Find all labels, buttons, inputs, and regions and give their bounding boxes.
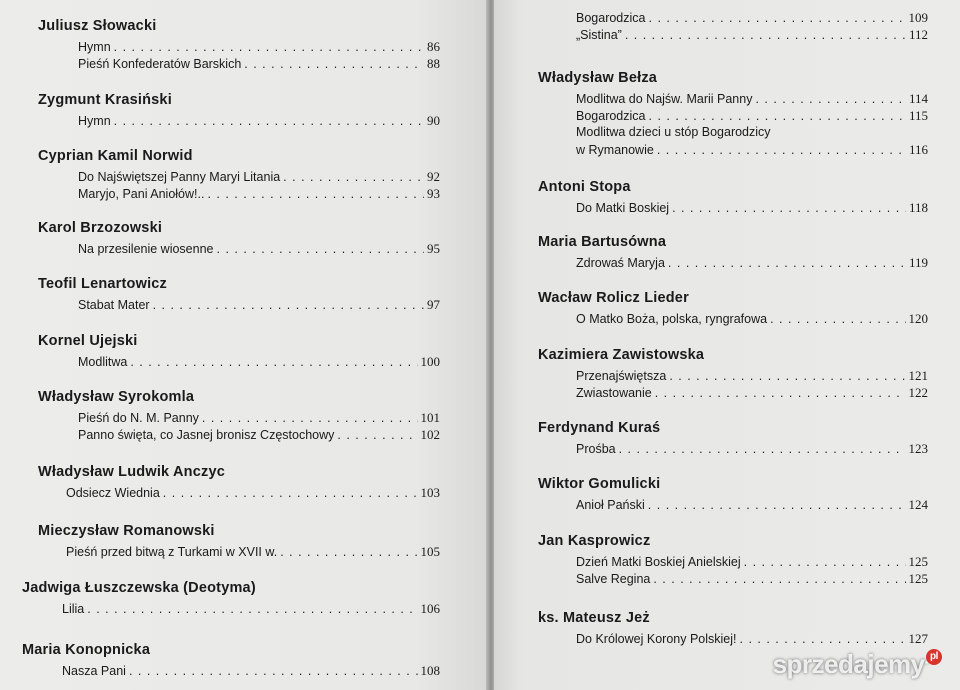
page-number: 88 — [427, 56, 440, 71]
work-title: Maryjo, Pani Aniołów!.. — [78, 187, 205, 201]
page-number: 100 — [420, 354, 440, 369]
author-name: Zygmunt Krasiński — [38, 92, 172, 108]
work-title: Hymn — [78, 40, 111, 54]
work-title: Pieśń Konfederatów Barskich — [78, 57, 242, 71]
dot-leader — [114, 114, 424, 128]
author-name: Władysław Bełza — [538, 70, 658, 86]
page-number: 123 — [908, 441, 928, 456]
work-row — [78, 410, 440, 426]
work-row — [78, 169, 440, 185]
dot-leader — [280, 545, 417, 559]
page-number: 121 — [908, 368, 928, 383]
dot-leader — [87, 602, 417, 616]
work-row — [66, 544, 440, 560]
work-title: O Matko Boża, polska, ryngrafowa — [576, 312, 768, 326]
dot-leader — [669, 369, 905, 383]
dot-leader — [672, 201, 906, 215]
author-name: Kazimiera Zawistowska — [538, 347, 705, 363]
dot-leader — [649, 109, 906, 123]
work-row — [576, 125, 928, 139]
author-name: Mieczysław Romanowski — [38, 523, 215, 539]
work-row — [78, 39, 440, 55]
work-title: „Sistina” — [576, 28, 622, 42]
work-title: Anioł Pański — [576, 498, 645, 512]
author-name: Maria Konopnicka — [22, 642, 151, 658]
dot-leader — [217, 242, 425, 256]
author-name: Władysław Ludwik Anczyc — [38, 464, 225, 480]
work-row — [78, 113, 440, 129]
work-title: Nasza Pani — [62, 664, 126, 678]
work-row — [576, 631, 928, 647]
author-name: Cyprian Kamil Norwid — [38, 148, 193, 164]
author-name: Kornel Ujejski — [38, 333, 138, 349]
author-name: Wiktor Gomulicki — [538, 476, 661, 492]
work-title: Na przesilenie wiosenne — [78, 242, 214, 256]
page-number: 109 — [908, 10, 928, 25]
dot-leader — [337, 428, 417, 442]
page-number: 108 — [420, 663, 440, 678]
page-number: 101 — [420, 410, 440, 425]
work-title: Prośba — [576, 442, 616, 456]
author-name: Karol Brzozowski — [38, 220, 163, 236]
page-number: 93 — [427, 186, 440, 201]
work-title: Salve Regina — [576, 572, 651, 586]
dot-leader — [129, 664, 418, 678]
work-title: Odsiecz Wiednia — [66, 486, 160, 500]
work-title: Pieśń przed bitwą z Turkami w XVII w. — [66, 545, 278, 559]
dot-leader — [668, 256, 906, 270]
dot-leader — [740, 632, 906, 646]
work-title: Hymn — [78, 114, 111, 128]
dot-leader — [648, 498, 906, 512]
work-row — [576, 142, 928, 158]
dot-leader — [130, 355, 417, 369]
work-title: Bogarodzica — [576, 11, 646, 25]
work-row — [78, 56, 440, 72]
page-number: 127 — [908, 631, 928, 646]
page-number: 106 — [420, 601, 440, 616]
work-row — [78, 354, 440, 370]
work-row — [576, 497, 928, 513]
work-row — [576, 10, 928, 26]
work-title: Bogarodzica — [576, 109, 646, 123]
work-row — [78, 186, 440, 202]
work-title: Dzień Matki Boskiej Anielskiej — [576, 555, 741, 569]
dot-leader — [744, 555, 906, 569]
dot-leader — [653, 572, 905, 586]
work-row — [576, 200, 928, 216]
work-row — [576, 91, 928, 107]
work-title: Modlitwa — [78, 355, 128, 369]
watermark-badge: pl — [926, 649, 942, 665]
work-row — [78, 241, 440, 257]
author-name: Juliusz Słowacki — [38, 18, 157, 34]
page-number: 95 — [427, 241, 440, 256]
work-row — [576, 368, 928, 384]
work-row — [576, 441, 928, 457]
dot-leader — [244, 57, 424, 71]
work-row — [576, 554, 928, 570]
work-title: Do Najświętszej Panny Maryi Litania — [78, 170, 281, 184]
page-number: 103 — [420, 485, 440, 500]
dot-leader — [619, 442, 906, 456]
author-name: Władysław Syrokomla — [38, 389, 195, 405]
work-title: Przenajświętsza — [576, 369, 667, 383]
dot-leader — [649, 11, 906, 25]
work-title: Lilia — [62, 602, 85, 616]
work-row — [576, 311, 928, 327]
page-number: 122 — [908, 385, 928, 400]
page-number: 119 — [908, 255, 928, 270]
author-name: Teofil Lenartowicz — [38, 276, 168, 292]
page-number: 120 — [908, 311, 928, 326]
page-number: 124 — [908, 497, 928, 512]
author-name: ks. Mateusz Jeż — [538, 610, 650, 626]
work-title: Do Matki Boskiej — [576, 201, 670, 215]
author-name: Antoni Stopa — [538, 179, 631, 195]
work-row — [62, 663, 440, 679]
author-name: Ferdynand Kuraś — [538, 420, 661, 436]
right-page — [494, 0, 960, 690]
work-row — [66, 485, 440, 501]
page-number: 115 — [908, 108, 928, 123]
dot-leader — [755, 92, 906, 106]
page-number: 105 — [420, 544, 440, 559]
page-number: 112 — [908, 27, 928, 42]
dot-leader — [202, 411, 418, 425]
author-name: Jan Kasprowicz — [538, 533, 651, 549]
work-title: Panno święta, co Jasnej bronisz Częstochowy — [78, 428, 335, 442]
work-row — [576, 27, 928, 43]
dot-leader — [657, 143, 906, 157]
page-number: 102 — [420, 427, 440, 442]
work-row — [78, 427, 440, 443]
page-number: 97 — [427, 297, 440, 312]
work-row — [62, 601, 440, 617]
work-title: Modlitwa do Najśw. Marii Panny — [576, 92, 753, 106]
author-name: Jadwiga Łuszczewska (Deotyma) — [22, 580, 256, 596]
page-number: 116 — [908, 142, 928, 157]
page-number: 118 — [908, 200, 928, 215]
page-number: 125 — [908, 571, 928, 586]
work-title: Stabat Mater — [78, 298, 150, 312]
dot-leader — [655, 386, 906, 400]
work-title: Modlitwa dzieci u stóp Bogarodzicy — [576, 125, 771, 139]
page-number: 114 — [908, 91, 928, 106]
dot-leader — [283, 170, 424, 184]
watermark-text: sprzedajemy — [772, 649, 925, 679]
work-row — [576, 571, 928, 587]
work-row — [576, 108, 928, 124]
page-number: 86 — [427, 39, 440, 54]
work-title: Zdrowaś Maryja — [576, 256, 665, 270]
page-number: 125 — [908, 554, 928, 569]
author-name: Wacław Rolicz Lieder — [538, 290, 689, 306]
work-row — [78, 297, 440, 313]
author-name: Maria Bartusówna — [538, 234, 667, 250]
work-title: Do Królowej Korony Polskiej! — [576, 632, 737, 646]
work-title: Zwiastowanie — [576, 386, 652, 400]
page-number: 92 — [427, 169, 440, 184]
work-title: Pieśń do N. M. Panny — [78, 411, 199, 425]
watermark-logo — [773, 649, 942, 680]
dot-leader — [114, 40, 424, 54]
dot-leader — [163, 486, 418, 500]
dot-leader — [770, 312, 905, 326]
dot-leader — [153, 298, 424, 312]
dot-leader — [625, 28, 906, 42]
dot-leader — [207, 187, 424, 201]
work-row — [576, 255, 928, 271]
work-row — [576, 385, 928, 401]
page-number: 90 — [427, 113, 440, 128]
work-title: w Rymanowie — [576, 143, 654, 157]
